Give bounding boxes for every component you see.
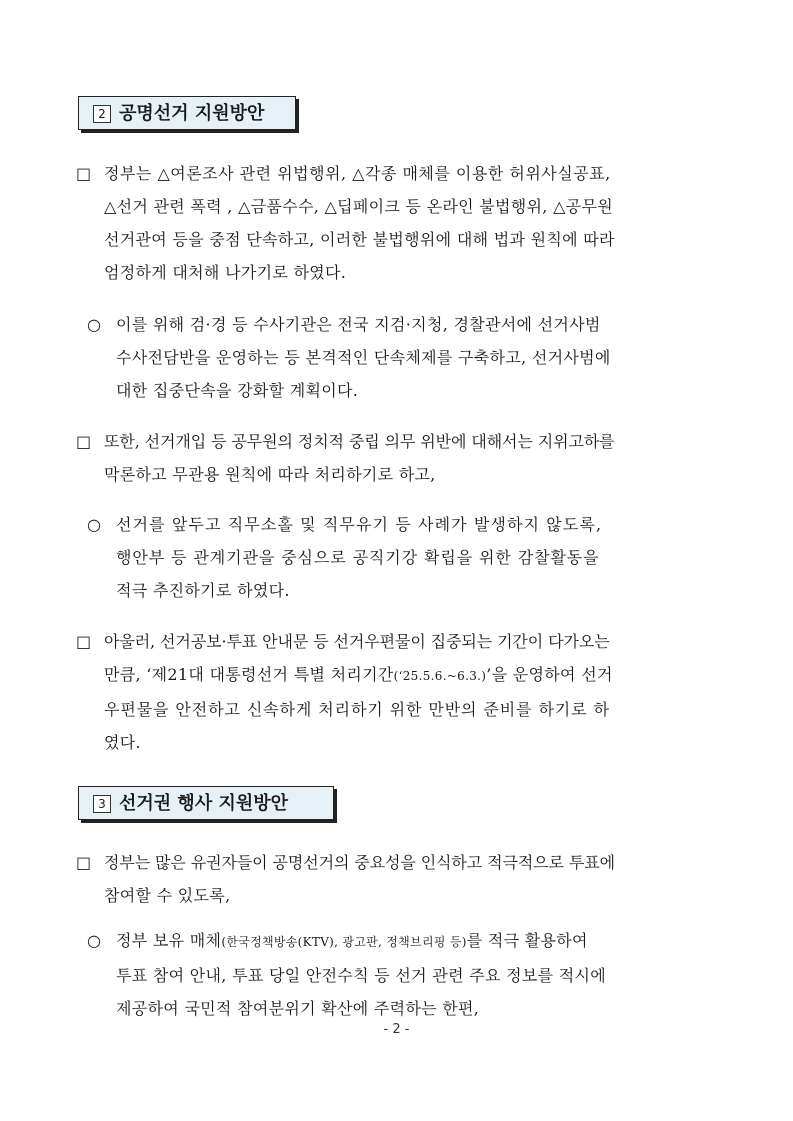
circle-bullet: ○ — [87, 931, 101, 950]
square-bullet: □ — [76, 432, 92, 451]
text-line: △선거 관련 폭력 , △금품수수, △딥페이크 등 온라인 불법행위, △공무원 — [104, 197, 613, 216]
text-line: 적극 추진하기로 하였다. — [116, 581, 290, 600]
text-line: 대한 집중단속을 강화할 계획이다. — [116, 381, 359, 400]
section-number-box: 3 — [93, 795, 111, 813]
text-line: 이를 위해 검·경 등 수사기관은 전국 지검·지청, 경찰관서에 선거사범 — [116, 315, 601, 334]
text-line: 정부는 많은 유권자들이 공명선거의 중요성을 인식하고 적극적으로 투표에 — [104, 853, 615, 872]
text-line: 였다. — [104, 733, 141, 752]
text-line: 선거를 앞두고 직무소홀 및 직무유기 등 사례가 발생하지 않도록, — [116, 515, 603, 534]
square-bullet: □ — [76, 164, 92, 183]
text-line — [104, 658, 718, 693]
square-bullet: □ — [76, 632, 92, 651]
paragraph-7 — [116, 924, 718, 1025]
section-heading-2 — [78, 96, 296, 130]
text-line: 참여할 수 있도록, — [104, 886, 231, 905]
paragraph-2 — [116, 308, 718, 407]
text-line: 우편물을 안전하고 신속하게 처리하기 위한 만반의 준비를 하기로 하 — [104, 700, 610, 719]
text-line: 막론하고 무관용 원칙에 따라 처리하기로 하고, — [104, 465, 436, 484]
text-line: 제공하여 국민적 참여분위기 확산에 주력하는 한편, — [116, 999, 480, 1018]
media-list: (한국정책방송(KTV), 광고판, 정책브리핑 등) — [221, 935, 467, 949]
text-line — [116, 924, 718, 959]
paragraph-1 — [104, 157, 718, 289]
text-line: 선거관여 등을 중점 단속하고, 이러한 불법행위에 대해 법과 원칙에 따라 — [104, 230, 615, 249]
text-line: 투표 참여 안내, 투표 당일 안전수칙 등 선거 관련 주요 정보를 적시에 — [116, 966, 607, 985]
paragraph-5 — [104, 625, 718, 759]
text-line: 엄정하게 대처해 나가기로 하였다. — [104, 263, 347, 282]
section-title: 공명선거 지원방안 — [119, 103, 265, 124]
text-fragment: ’을 운영하여 선거 — [486, 665, 613, 684]
paragraph-3 — [104, 425, 718, 491]
paragraph-6 — [104, 846, 718, 912]
page-number: - 2 - — [383, 1022, 410, 1037]
circle-bullet: ○ — [87, 315, 101, 334]
text-fragment: 정부 보유 매체 — [116, 931, 222, 950]
section-title: 선거권 행사 지원방안 — [119, 793, 289, 814]
circle-bullet: ○ — [87, 515, 101, 534]
text-line: 아울러, 선거공보·투표 안내문 등 선거우편물이 집중되는 기간이 다가오는 — [104, 632, 610, 651]
section-heading-3 — [78, 786, 334, 820]
text-line: 행안부 등 관계기관을 중심으로 공직기강 확립을 위한 감찰활동을 — [116, 548, 600, 567]
text-line: 또한, 선거개입 등 공무원의 정치적 중립 의무 위반에 대해서는 지위고하를 — [104, 432, 615, 451]
text-line: 수사전담반을 운영하는 등 본격적인 단속체제를 구축하고, 선거사범에 — [116, 348, 611, 367]
text-fragment: 를 적극 활용하여 — [466, 931, 588, 950]
date-range: (‘25.5.6.~6.3.) — [393, 669, 487, 683]
text-fragment: 만큼, ‘제21대 대통령선거 특별 처리기간 — [104, 665, 394, 684]
text-line: 정부는 △여론조사 관련 위법행위, △각종 매체를 이용한 허위사실공표, — [104, 164, 611, 183]
section-number-box: 2 — [93, 105, 111, 123]
square-bullet: □ — [76, 853, 92, 872]
paragraph-4 — [116, 508, 718, 607]
